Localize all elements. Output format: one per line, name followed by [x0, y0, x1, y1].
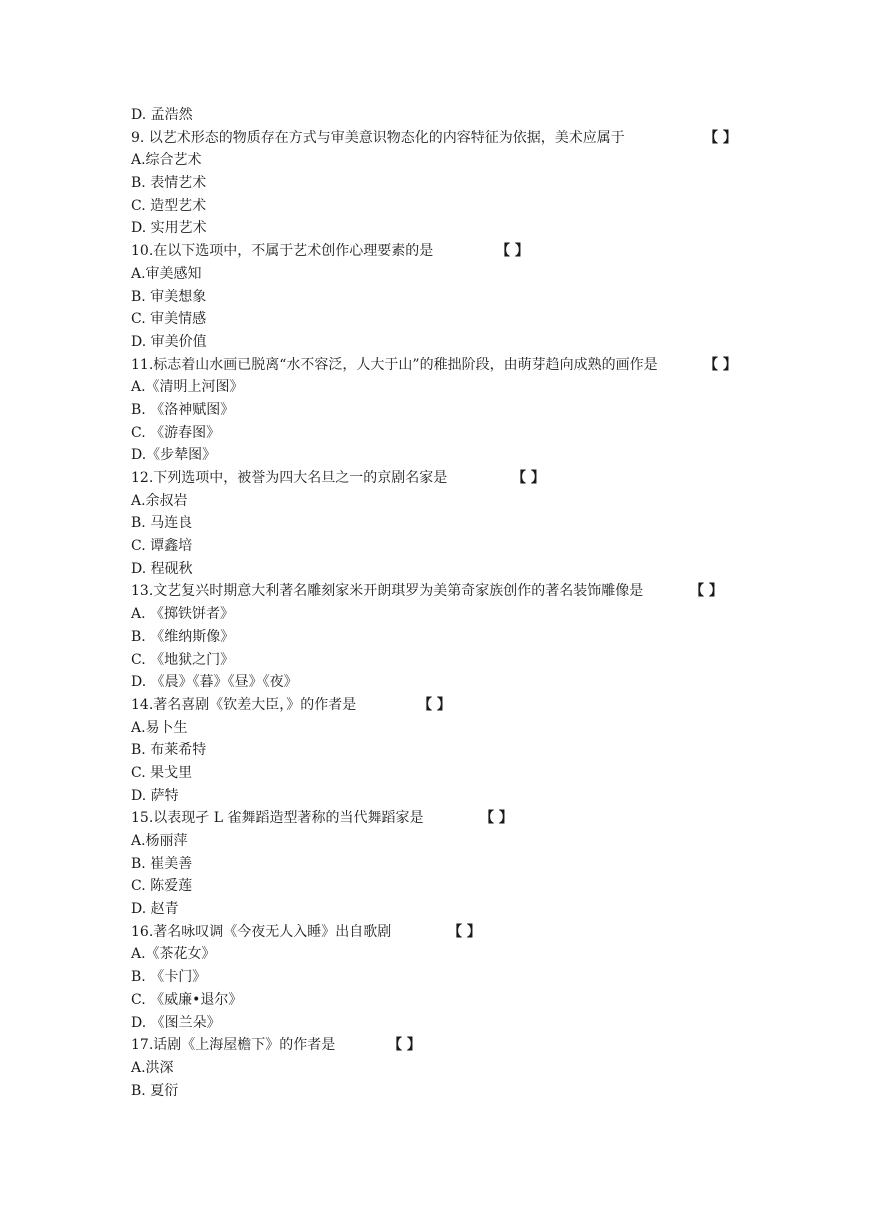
- option-line: A.综合艺术: [131, 152, 202, 169]
- answer-bracket: 【 】: [448, 923, 481, 940]
- question-line-15: 15.以表现孑 L 雀舞蹈造型著称的当代舞蹈家是 【 】: [131, 807, 751, 830]
- option-line: B. 《维纳斯像》: [131, 628, 235, 645]
- question-line-16: 16.著名咏叹调《今夜无人入睡》出自歌剧 【 】: [131, 921, 751, 944]
- option-line: A.《清明上河图》: [131, 379, 244, 396]
- option-line: D. 《图兰朵》: [131, 1014, 221, 1031]
- answer-bracket: 【 】: [480, 810, 513, 827]
- option-line: A.杨丽萍: [131, 833, 188, 849]
- question-line-17: 17.话剧《上海屋檐下》的作者是 【 】: [131, 1034, 751, 1057]
- option-line: B. 《洛神赋图》: [131, 401, 235, 418]
- question-line-9: 9. 以艺术形态的物质存在方式与审美意识物态化的内容特征为依据，美术应属于 【 】: [131, 127, 751, 150]
- answer-bracket: 【 】: [388, 1037, 421, 1054]
- question-line-14: 14.著名喜剧《钦差大臣，》的作者是 【 】: [131, 694, 751, 717]
- option-line: A.《茶花女》: [131, 946, 216, 963]
- option-line: D. 孟浩然: [131, 107, 193, 123]
- answer-bracket: 【 】: [512, 470, 545, 486]
- option-line: D. 审美价值: [131, 333, 207, 350]
- question-line-10: 10.在以下选项中，不属于艺术创作心理要素的是 【 】: [131, 240, 751, 263]
- option-line: B. 布莱希特: [131, 742, 207, 759]
- option-line: C. 陈爱莲: [131, 878, 193, 895]
- question-line-12: 12.下列选项中，被誉为四大名旦之一的京剧名家是 【 】: [131, 467, 751, 490]
- option-line: C. 谭鑫培: [131, 538, 193, 555]
- question-line-11: 11.标志着山水画已脱离“水不容泛，人大于山”的稚拙阶段，由萌芽趋向成熟的画作是 【 】: [131, 354, 751, 377]
- exam-page: [131, 104, 751, 1102]
- answer-bracket: 【 】: [496, 243, 529, 260]
- answer-bracket: 【 】: [690, 583, 723, 600]
- option-line: C. 果戈里: [131, 764, 193, 781]
- option-line: C. 审美情感: [131, 311, 207, 328]
- option-line: B. 表情艺术: [131, 175, 207, 192]
- option-line: D. 程砚秋: [131, 560, 193, 577]
- answer-bracket: 【 】: [704, 356, 737, 373]
- option-line: B. 崔美善: [131, 855, 193, 872]
- option-line: D.《步辇图》: [131, 447, 217, 464]
- answer-bracket: 【 】: [418, 696, 451, 713]
- option-line: C. 《威廉•退尔》: [131, 991, 243, 1008]
- option-line: C. 《地狱之门》: [131, 651, 235, 668]
- option-line: A.易卜生: [131, 719, 188, 736]
- option-line: A.余叔岩: [131, 492, 188, 509]
- option-line: D. 赵青: [131, 901, 179, 918]
- option-line: B. 审美想象: [131, 288, 207, 305]
- option-line: A.洪深: [131, 1059, 174, 1076]
- option-line: D. 萨特: [131, 787, 179, 804]
- option-line: D. 《晨》《暮》《昼》《夜》: [131, 674, 298, 691]
- option-line: C. 造型艺术: [131, 197, 207, 214]
- option-line: B. 《卡门》: [131, 969, 207, 986]
- option-line: D. 实用艺术: [131, 220, 207, 237]
- option-line: B. 夏衍: [131, 1082, 179, 1099]
- option-line: A.审美感知: [131, 265, 202, 282]
- question-line-13: 13.文艺复兴时期意大利著名雕刻家米开朗琪罗为美第奇家族创作的著名装饰雕像是 【 】: [131, 580, 751, 603]
- option-line: C. 《游春图》: [131, 424, 221, 441]
- option-line: B. 马连良: [131, 515, 193, 532]
- answer-bracket: 【 】: [704, 129, 737, 146]
- option-line: A. 《掷铁饼者》: [131, 606, 235, 623]
